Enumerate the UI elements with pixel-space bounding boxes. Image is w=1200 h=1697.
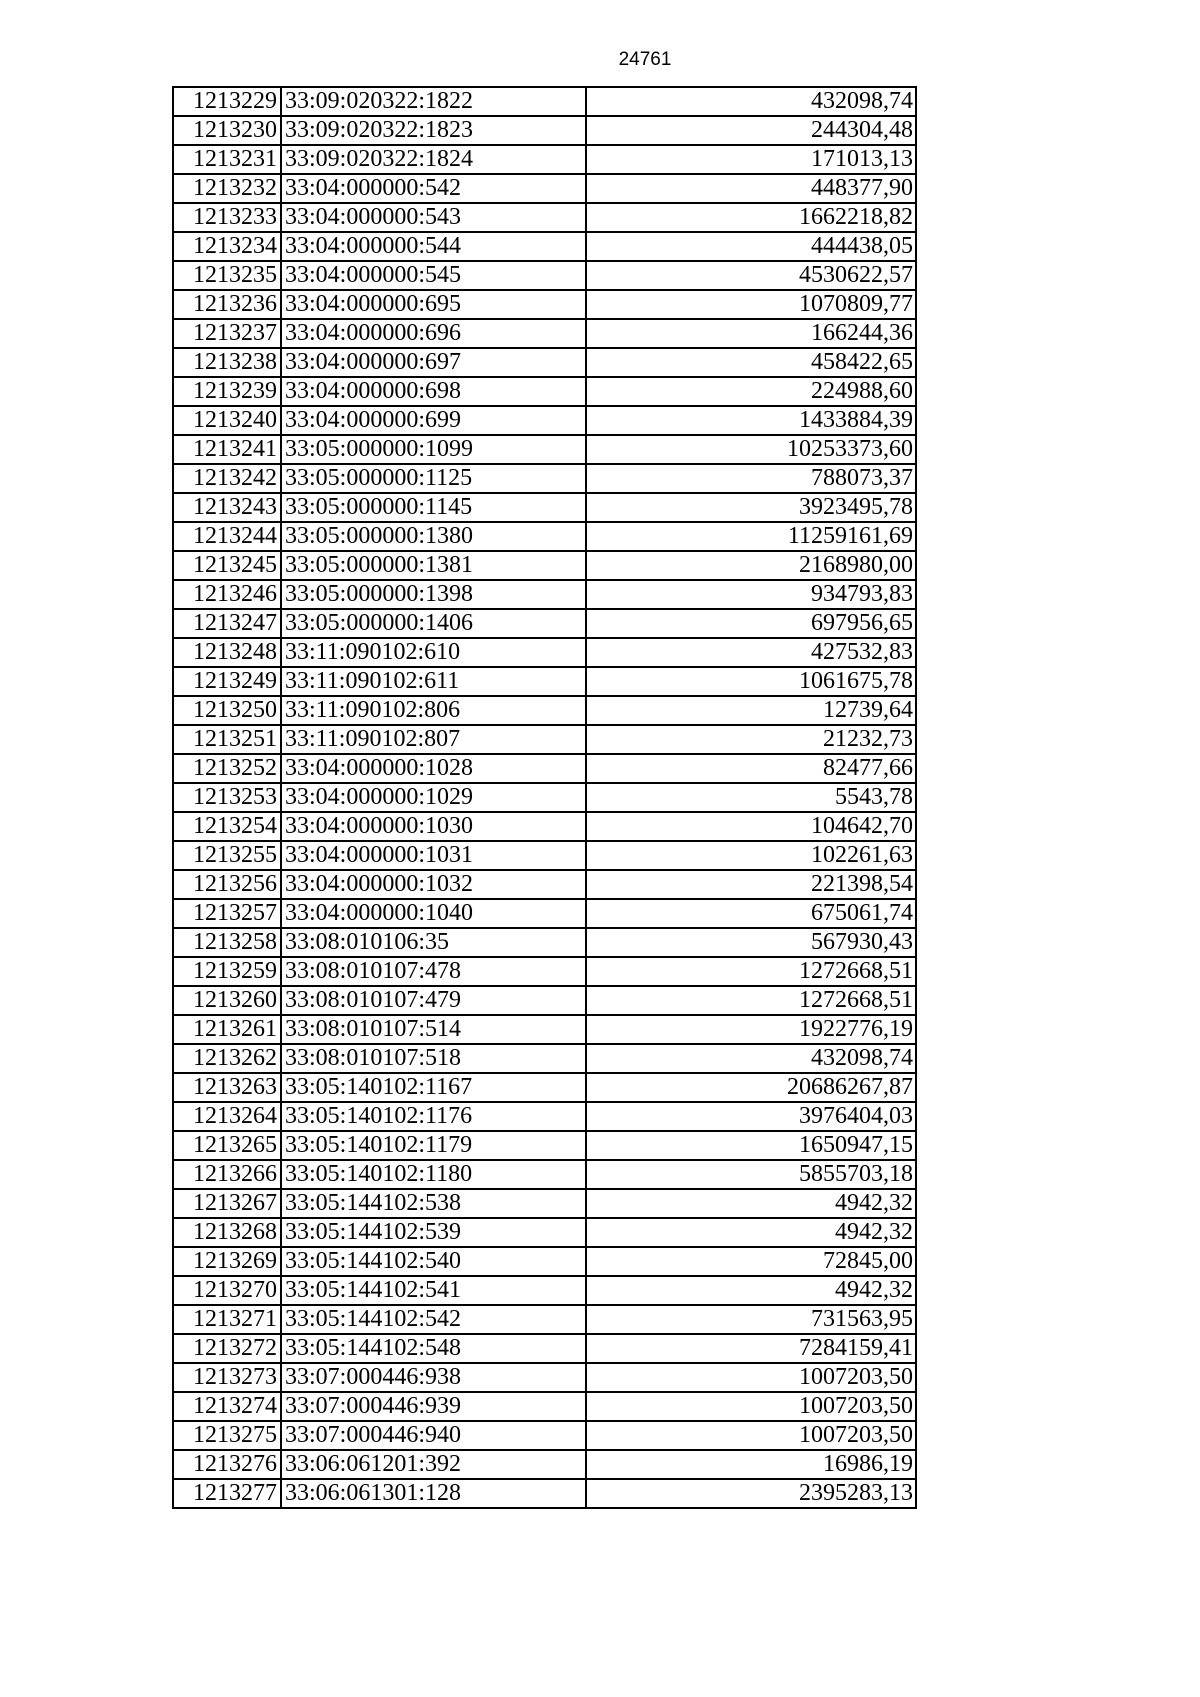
row-number-cell: 1213229 xyxy=(173,87,281,116)
cadastral-number-cell: 33:07:000446:938 xyxy=(281,1363,586,1392)
cadastral-number-cell: 33:11:090102:611 xyxy=(281,667,586,696)
row-number-cell: 1213274 xyxy=(173,1392,281,1421)
row-number-cell: 1213238 xyxy=(173,348,281,377)
row-number-cell: 1213244 xyxy=(173,522,281,551)
table-row xyxy=(173,116,916,145)
value-cell: 444438,05 xyxy=(586,232,916,261)
table-row xyxy=(173,522,916,551)
value-cell: 788073,37 xyxy=(586,464,916,493)
table-row xyxy=(173,1102,916,1131)
cadastral-number-cell: 33:09:020322:1822 xyxy=(281,87,586,116)
row-number-cell: 1213233 xyxy=(173,203,281,232)
table-row xyxy=(173,174,916,203)
cadastral-number-cell: 33:05:000000:1381 xyxy=(281,551,586,580)
cadastral-number-cell: 33:04:000000:1031 xyxy=(281,841,586,870)
value-cell: 675061,74 xyxy=(586,899,916,928)
cadastral-number-cell: 33:04:000000:542 xyxy=(281,174,586,203)
value-cell: 4942,32 xyxy=(586,1276,916,1305)
table-row xyxy=(173,725,916,754)
row-number-cell: 1213266 xyxy=(173,1160,281,1189)
value-cell: 221398,54 xyxy=(586,870,916,899)
value-cell: 1272668,51 xyxy=(586,957,916,986)
cadastral-number-cell: 33:07:000446:940 xyxy=(281,1421,586,1450)
value-cell: 1070809,77 xyxy=(586,290,916,319)
row-number-cell: 1213234 xyxy=(173,232,281,261)
row-number-cell: 1213237 xyxy=(173,319,281,348)
cadastral-number-cell: 33:04:000000:699 xyxy=(281,406,586,435)
table-row xyxy=(173,406,916,435)
row-number-cell: 1213269 xyxy=(173,1247,281,1276)
page-number: 24761 xyxy=(618,49,672,70)
value-cell: 1007203,50 xyxy=(586,1363,916,1392)
cadastral-number-cell: 33:05:144102:539 xyxy=(281,1218,586,1247)
cadastral-number-cell: 33:04:000000:1029 xyxy=(281,783,586,812)
value-cell: 11259161,69 xyxy=(586,522,916,551)
value-cell: 3923495,78 xyxy=(586,493,916,522)
value-cell: 166244,36 xyxy=(586,319,916,348)
row-number-cell: 1213261 xyxy=(173,1015,281,1044)
value-cell: 4530622,57 xyxy=(586,261,916,290)
value-cell: 5543,78 xyxy=(586,783,916,812)
value-cell: 1007203,50 xyxy=(586,1421,916,1450)
row-number-cell: 1213235 xyxy=(173,261,281,290)
cadastral-number-cell: 33:09:020322:1824 xyxy=(281,145,586,174)
table-row xyxy=(173,841,916,870)
cadastral-number-cell: 33:07:000446:939 xyxy=(281,1392,586,1421)
row-number-cell: 1213250 xyxy=(173,696,281,725)
table-row xyxy=(173,1073,916,1102)
table-row xyxy=(173,348,916,377)
row-number-cell: 1213247 xyxy=(173,609,281,638)
value-cell: 934793,83 xyxy=(586,580,916,609)
table-row xyxy=(173,1421,916,1450)
table-row xyxy=(173,261,916,290)
cadastral-number-cell: 33:11:090102:806 xyxy=(281,696,586,725)
table-row xyxy=(173,1363,916,1392)
table-row xyxy=(173,1479,916,1508)
cadastral-number-cell: 33:04:000000:1040 xyxy=(281,899,586,928)
table-row xyxy=(173,232,916,261)
cadastral-number-cell: 33:08:010107:479 xyxy=(281,986,586,1015)
table-row xyxy=(173,87,916,116)
cadastral-value-table xyxy=(172,86,917,1509)
row-number-cell: 1213259 xyxy=(173,957,281,986)
cadastral-number-cell: 33:08:010106:35 xyxy=(281,928,586,957)
table-row xyxy=(173,290,916,319)
value-cell: 72845,00 xyxy=(586,1247,916,1276)
cadastral-number-cell: 33:08:010107:514 xyxy=(281,1015,586,1044)
table-row xyxy=(173,1189,916,1218)
value-cell: 7284159,41 xyxy=(586,1334,916,1363)
cadastral-number-cell: 33:06:061301:128 xyxy=(281,1479,586,1508)
cadastral-number-cell: 33:04:000000:1030 xyxy=(281,812,586,841)
row-number-cell: 1213272 xyxy=(173,1334,281,1363)
row-number-cell: 1213275 xyxy=(173,1421,281,1450)
table-row xyxy=(173,1392,916,1421)
cadastral-number-cell: 33:04:000000:696 xyxy=(281,319,586,348)
value-cell: 21232,73 xyxy=(586,725,916,754)
table-row xyxy=(173,377,916,406)
cadastral-number-cell: 33:04:000000:698 xyxy=(281,377,586,406)
value-cell: 458422,65 xyxy=(586,348,916,377)
value-cell: 3976404,03 xyxy=(586,1102,916,1131)
row-number-cell: 1213243 xyxy=(173,493,281,522)
value-cell: 4942,32 xyxy=(586,1189,916,1218)
table-row xyxy=(173,783,916,812)
row-number-cell: 1213240 xyxy=(173,406,281,435)
cadastral-number-cell: 33:11:090102:610 xyxy=(281,638,586,667)
table-row xyxy=(173,667,916,696)
value-cell: 1662218,82 xyxy=(586,203,916,232)
table-row xyxy=(173,609,916,638)
cadastral-number-cell: 33:05:140102:1167 xyxy=(281,1073,586,1102)
cadastral-number-cell: 33:04:000000:1032 xyxy=(281,870,586,899)
table-row xyxy=(173,1247,916,1276)
row-number-cell: 1213236 xyxy=(173,290,281,319)
cadastral-number-cell: 33:05:140102:1180 xyxy=(281,1160,586,1189)
row-number-cell: 1213273 xyxy=(173,1363,281,1392)
row-number-cell: 1213262 xyxy=(173,1044,281,1073)
row-number-cell: 1213257 xyxy=(173,899,281,928)
row-number-cell: 1213256 xyxy=(173,870,281,899)
row-number-cell: 1213260 xyxy=(173,986,281,1015)
value-cell: 10253373,60 xyxy=(586,435,916,464)
table-row xyxy=(173,1160,916,1189)
value-cell: 2395283,13 xyxy=(586,1479,916,1508)
row-number-cell: 1213232 xyxy=(173,174,281,203)
table-row xyxy=(173,493,916,522)
value-cell: 4942,32 xyxy=(586,1218,916,1247)
cadastral-number-cell: 33:09:020322:1823 xyxy=(281,116,586,145)
cadastral-number-cell: 33:04:000000:695 xyxy=(281,290,586,319)
cadastral-number-cell: 33:04:000000:543 xyxy=(281,203,586,232)
cadastral-number-cell: 33:05:000000:1406 xyxy=(281,609,586,638)
row-number-cell: 1213242 xyxy=(173,464,281,493)
table-row xyxy=(173,580,916,609)
cadastral-number-cell: 33:05:140102:1176 xyxy=(281,1102,586,1131)
cadastral-number-cell: 33:05:144102:538 xyxy=(281,1189,586,1218)
value-cell: 1272668,51 xyxy=(586,986,916,1015)
table-row xyxy=(173,754,916,783)
cadastral-number-cell: 33:05:144102:542 xyxy=(281,1305,586,1334)
cadastral-number-cell: 33:05:000000:1125 xyxy=(281,464,586,493)
table-row xyxy=(173,1218,916,1247)
table-row xyxy=(173,464,916,493)
row-number-cell: 1213271 xyxy=(173,1305,281,1334)
value-cell: 244304,48 xyxy=(586,116,916,145)
cadastral-number-cell: 33:04:000000:545 xyxy=(281,261,586,290)
table-row xyxy=(173,957,916,986)
table-row xyxy=(173,696,916,725)
value-cell: 12739,64 xyxy=(586,696,916,725)
table-row xyxy=(173,870,916,899)
value-cell: 2168980,00 xyxy=(586,551,916,580)
cadastral-number-cell: 33:05:000000:1099 xyxy=(281,435,586,464)
table-row xyxy=(173,203,916,232)
cadastral-number-cell: 33:05:140102:1179 xyxy=(281,1131,586,1160)
cadastral-number-cell: 33:04:000000:1028 xyxy=(281,754,586,783)
row-number-cell: 1213270 xyxy=(173,1276,281,1305)
value-cell: 224988,60 xyxy=(586,377,916,406)
table-row xyxy=(173,986,916,1015)
row-number-cell: 1213231 xyxy=(173,145,281,174)
cadastral-number-cell: 33:05:000000:1145 xyxy=(281,493,586,522)
cadastral-number-cell: 33:05:000000:1380 xyxy=(281,522,586,551)
cadastral-number-cell: 33:05:144102:548 xyxy=(281,1334,586,1363)
row-number-cell: 1213263 xyxy=(173,1073,281,1102)
cadastral-number-cell: 33:04:000000:544 xyxy=(281,232,586,261)
row-number-cell: 1213251 xyxy=(173,725,281,754)
table-row xyxy=(173,812,916,841)
row-number-cell: 1213276 xyxy=(173,1450,281,1479)
value-cell: 102261,63 xyxy=(586,841,916,870)
value-cell: 448377,90 xyxy=(586,174,916,203)
cadastral-number-cell: 33:05:144102:541 xyxy=(281,1276,586,1305)
value-cell: 1433884,39 xyxy=(586,406,916,435)
row-number-cell: 1213248 xyxy=(173,638,281,667)
row-number-cell: 1213249 xyxy=(173,667,281,696)
row-number-cell: 1213252 xyxy=(173,754,281,783)
cadastral-number-cell: 33:08:010107:478 xyxy=(281,957,586,986)
table-row xyxy=(173,1276,916,1305)
table-row xyxy=(173,1334,916,1363)
value-cell: 1007203,50 xyxy=(586,1392,916,1421)
table-row xyxy=(173,145,916,174)
table-row xyxy=(173,1015,916,1044)
cadastral-number-cell: 33:11:090102:807 xyxy=(281,725,586,754)
table-row xyxy=(173,1131,916,1160)
table-row xyxy=(173,319,916,348)
value-cell: 171013,13 xyxy=(586,145,916,174)
row-number-cell: 1213253 xyxy=(173,783,281,812)
row-number-cell: 1213264 xyxy=(173,1102,281,1131)
value-cell: 1650947,15 xyxy=(586,1131,916,1160)
value-cell: 427532,83 xyxy=(586,638,916,667)
table-row xyxy=(173,1044,916,1073)
table-row xyxy=(173,1450,916,1479)
value-cell: 1061675,78 xyxy=(586,667,916,696)
value-cell: 82477,66 xyxy=(586,754,916,783)
value-cell: 16986,19 xyxy=(586,1450,916,1479)
value-cell: 432098,74 xyxy=(586,87,916,116)
row-number-cell: 1213246 xyxy=(173,580,281,609)
cadastral-number-cell: 33:05:144102:540 xyxy=(281,1247,586,1276)
row-number-cell: 1213277 xyxy=(173,1479,281,1508)
table-row xyxy=(173,1305,916,1334)
table-row xyxy=(173,638,916,667)
row-number-cell: 1213255 xyxy=(173,841,281,870)
row-number-cell: 1213245 xyxy=(173,551,281,580)
row-number-cell: 1213239 xyxy=(173,377,281,406)
row-number-cell: 1213268 xyxy=(173,1218,281,1247)
table-body xyxy=(173,87,916,1508)
row-number-cell: 1213258 xyxy=(173,928,281,957)
value-cell: 697956,65 xyxy=(586,609,916,638)
value-cell: 567930,43 xyxy=(586,928,916,957)
value-cell: 432098,74 xyxy=(586,1044,916,1073)
table-row xyxy=(173,435,916,464)
table-row xyxy=(173,928,916,957)
cadastral-number-cell: 33:04:000000:697 xyxy=(281,348,586,377)
cadastral-number-cell: 33:05:000000:1398 xyxy=(281,580,586,609)
table-row xyxy=(173,551,916,580)
row-number-cell: 1213265 xyxy=(173,1131,281,1160)
value-cell: 731563,95 xyxy=(586,1305,916,1334)
value-cell: 1922776,19 xyxy=(586,1015,916,1044)
row-number-cell: 1213267 xyxy=(173,1189,281,1218)
row-number-cell: 1213254 xyxy=(173,812,281,841)
row-number-cell: 1213230 xyxy=(173,116,281,145)
value-cell: 104642,70 xyxy=(586,812,916,841)
value-cell: 20686267,87 xyxy=(586,1073,916,1102)
cadastral-number-cell: 33:06:061201:392 xyxy=(281,1450,586,1479)
table-row xyxy=(173,899,916,928)
value-cell: 5855703,18 xyxy=(586,1160,916,1189)
row-number-cell: 1213241 xyxy=(173,435,281,464)
cadastral-number-cell: 33:08:010107:518 xyxy=(281,1044,586,1073)
